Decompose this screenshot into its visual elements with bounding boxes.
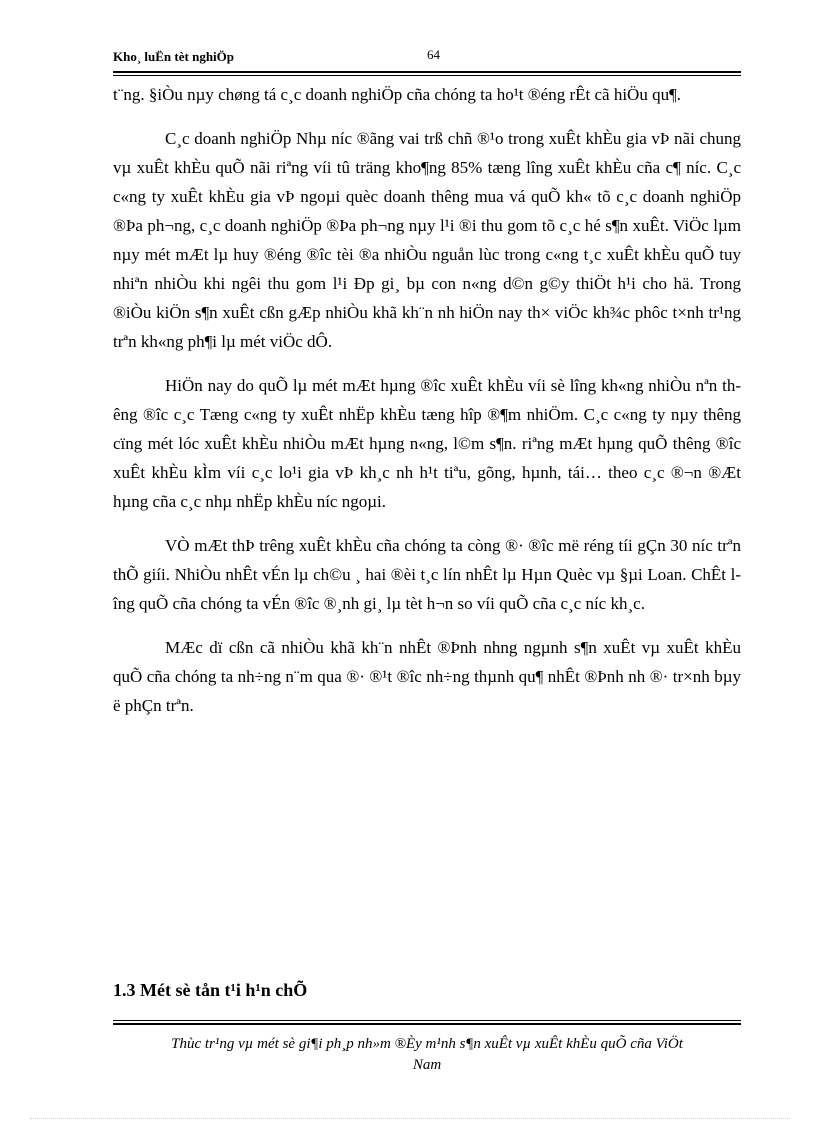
body-text <box>113 80 741 735</box>
footer-line-2: Nam <box>412 1057 442 1073</box>
paragraph-2: C¸c doanh nghiÖp Nhµ níc ®ãng vai trß chñ ®¹o trong xuÊt khÈu gia vÞ nãi chung vµ xuÊt khÈu quÕ nãi riªng víi tû träng kho¶ng 85% tæng lîng xuÊt khÈu cña c¶ níc. C¸c c«ng ty xuÊt khÈu gia vÞ ngoµi quèc doanh thêng mua vá quÕ kh« tõ c¸c doanh nghiÖp ®Þa ph¬ng, c¸c doanh nghiÖp ®Þa ph¬ng nµy l¹i ®i thu gom tõ c¸c hé s¶n xuÊt. ViÖc lµm nµy mét mÆt lµ huy ®éng ®îc tèi ®a nhiÒu nguån lùc trong c«ng t¸c xuÊt khÈu quÕ tuy nhiªn nhiÒu khi ngêi thu gom l¹i Ðp gi¸ bµ con n«ng d©n g©y thiÖt h¹i cho hä. Trong ®iÒu kiÖn s¶n xuÊt cßn gÆp nhiÒu khã kh¨n nh hiÖn nay th× viÖc kh¾c phôc t×nh tr¹ng trªn kh«ng ph¶i lµ mét viÖc dÔ. <box>113 129 741 351</box>
header-rule <box>113 71 741 76</box>
page-header <box>113 47 741 69</box>
footer-rule <box>113 1020 741 1025</box>
page-footer <box>113 1034 741 1076</box>
paragraph-4: VÒ mÆt thÞ trêng xuÊt khÈu cña chóng ta còng ®· ®îc më réng tíi gÇn 30 níc trªn thÕ giíi. NhiÒu nhÊt vÉn lµ ch©u ¸ hai ®èi t¸c lín nhÊt lµ Hµn Quèc vµ §µi Loan. ChÊt lîng quÕ cña chóng ta vÉn ®îc ®¸nh gi¸ lµ tèt h¬n so víi quÕ cña c¸c níc kh¸c. <box>113 536 741 613</box>
header-title: Kho¸ luËn tèt nghiÖp <box>113 49 235 64</box>
page-number: 64 <box>427 47 440 62</box>
section-heading: 1.3 Mét sè tån t¹i h¹n chÕ <box>113 980 308 1000</box>
paragraph-1: t¨ng. §iÒu nµy chøng tá c¸c doanh nghiÖp cña chóng ta ho¹t ®éng rÊt cã hiÖu qu¶. <box>113 85 682 104</box>
paragraph-5: MÆc dï cßn cã nhiÒu khã kh¨n nhÊt ®Þnh nhng ngµnh s¶n xuÊt vµ xuÊt khÈu quÕ cña chóng ta nh÷ng n¨m qua ®· ®¹t ®îc nh÷ng thµnh qu¶ nhÊt ®Þnh nh ®· tr×nh bµy ë phÇn trªn. <box>113 638 741 715</box>
footer-line-1: Thùc tr¹ng vµ mét sè gi¶i ph¸p nh»m ®Èy m¹nh s¶n xuÊt vµ xuÊt khÈu quÕ cña ViÖt <box>171 1036 683 1052</box>
paragraph-3: HiÖn nay do quÕ lµ mét mÆt hµng ®îc xuÊt khÈu víi sè lîng kh«ng nhiÒu nªn thêng ®îc c¸c Tæng c«ng ty xuÊt nhËp khÈu tæng hîp ®¶m nhiÖm. C¸c c«ng ty nµy thêng cïng mét lóc xuÊt khÈu nhiÒu mÆt hµng n«ng, l©m s¶n. riªng mÆt hµng quÕ thêng ®îc xuÊt khÈu kÌm víi c¸c lo¹i gia vÞ kh¸c nh h¹t tiªu, gõng, hµnh, tái… theo c¸c ®¬n ®Æt hµng cña c¸c nhµ nhËp khÈu níc ngoµi. <box>113 376 741 511</box>
page-edge <box>30 1118 790 1119</box>
